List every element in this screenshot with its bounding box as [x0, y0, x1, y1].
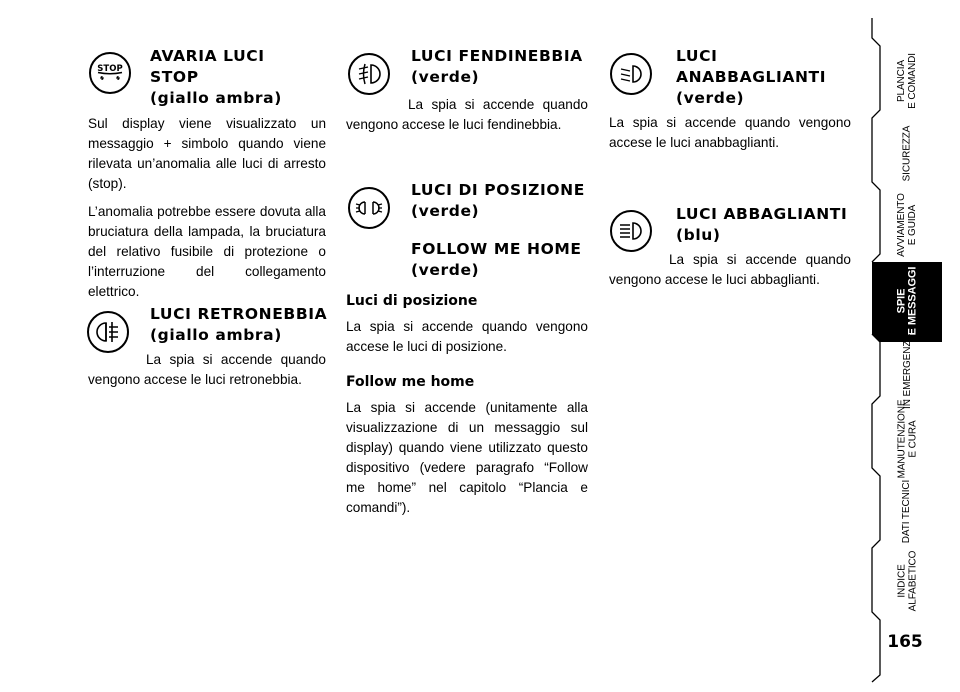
tab-dati-tecnici[interactable]: DATI TECNICI: [901, 479, 913, 543]
follow-me-home-heading: FOLLOW ME HOME (verde): [411, 240, 582, 279]
page-number: 165: [887, 632, 923, 652]
side-lights-heading: LUCI DI POSIZIONE (verde): [411, 181, 585, 220]
stop-paragraph-2: L’anomalia potrebbe essere dovuta alla bruciatura della lampada, la bruciatura del relativo fusibile di protezione o l’interruzione del collegamento elettrico.: [88, 204, 326, 299]
tab-sicurezza[interactable]: SICUREZZA: [901, 125, 913, 181]
tab-spie-e-messaggi[interactable]: SPIE E MESSAGGI: [895, 266, 918, 336]
follow-me-home-subheading: Follow me home: [346, 374, 475, 390]
rear-fog-heading: LUCI RETRONEBBIA (giallo ambra): [150, 305, 328, 344]
high-beam-paragraph: La spia si accende quando vengono accese le luci abbaglianti.: [609, 252, 851, 287]
tab-avviamento-e-guida[interactable]: AVVIAMENTO E GUIDA: [896, 193, 918, 257]
svg-text:STOP: STOP: [97, 64, 123, 74]
stop-heading: AVARIA LUCI STOP (giallo ambra): [150, 47, 282, 107]
front-fog-paragraph: La spia si accende quando vengono accese le luci fendinebbia.: [346, 97, 588, 132]
tab-plancia-e-comandi[interactable]: PLANCIA E COMANDI: [896, 53, 918, 109]
front-fog-heading: LUCI FENDINEBBIA (verde): [411, 47, 583, 86]
tab-indice-alfabetico[interactable]: INDICE ALFABETICO: [896, 550, 918, 612]
stop-paragraph-1: Sul display viene visualizzato un messaggio + simbolo quando viene rilevata un’anomalia alle luci di arresto (stop).: [88, 116, 326, 191]
rear-fog-paragraph: La spia si accende quando vengono accese le luci retronebbia.: [88, 352, 326, 387]
tab-in-emergenza[interactable]: IN EMERGENZA: [901, 333, 913, 409]
side-lights-subheading: Luci di posizione: [346, 293, 478, 309]
low-beam-heading: LUCI ANABBAGLIANTI (verde): [676, 47, 827, 107]
low-beam-paragraph: La spia si accende quando vengono accese le luci anabbaglianti.: [609, 115, 851, 150]
follow-me-home-paragraph: La spia si accende (unitamente alla visualizzazione di un messaggio sul display) quando viene utilizzato questo dispositivo (vedere paragrafo “Follow me home” nel capitolo “Plancia e comandi”).: [346, 400, 588, 515]
tab-manutenzione-e-cura[interactable]: MANUTENZIONE E CURA: [896, 399, 918, 479]
side-lights-paragraph: La spia si accende quando vengono accese le luci di posizione.: [346, 319, 588, 354]
high-beam-heading: LUCI ABBAGLIANTI (blu): [676, 205, 848, 244]
